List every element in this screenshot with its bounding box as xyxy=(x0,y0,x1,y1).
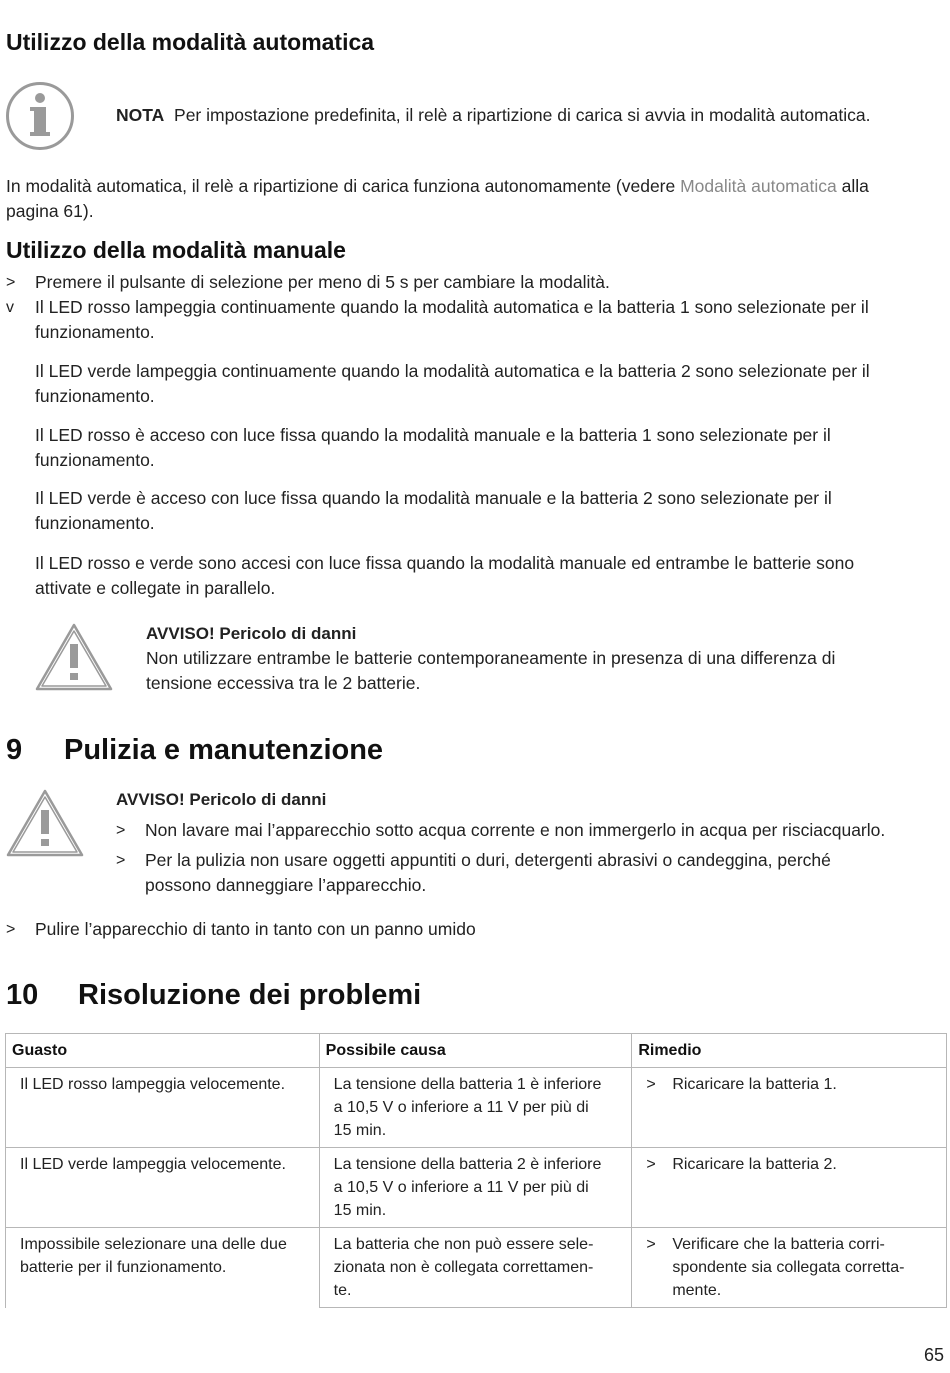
warning-manual xyxy=(146,621,835,696)
warning-manual-line-1: Non utilizzare entrambe le batterie contemporaneamente in presenza di una differenza di xyxy=(146,648,836,668)
remedy-line: mente. xyxy=(672,1282,722,1299)
result-3-line-1: Il LED rosso è acceso con luce fissa quando la modalità manuale e la batteria 1 sono selezionate per il xyxy=(35,425,831,445)
result-5-line-1: Il LED rosso e verde sono accesi con luce fissa quando la modalità manuale ed entrambe le batterie sono xyxy=(35,553,855,573)
result-marker: v xyxy=(6,299,14,316)
result-4-line-1: Il LED verde è acceso con luce fissa quando la modalità manuale e la batteria 2 sono selezionate per il xyxy=(35,488,832,508)
result-4-line-2: funzionamento. xyxy=(35,513,155,533)
result-2-line-1: Il LED verde lampeggia continuamente quando la modalità automatica e la batteria 2 sono selezionate per il xyxy=(35,361,870,381)
remedy-text: Ricaricare la batteria 2. xyxy=(672,1156,837,1173)
fault-cell xyxy=(6,1148,320,1228)
result-1-line-2: funzionamento. xyxy=(35,322,155,342)
warning-manual-title: AVVISO! Pericolo di danni xyxy=(146,624,357,643)
warning-cleaning-title: AVVISO! Pericolo di danni xyxy=(116,790,327,809)
warning-cleaning-item-1-text: Non lavare mai l’apparecchio sotto acqua corrente e non immergerlo in acqua per risciacquarlo. xyxy=(145,820,886,840)
fault-cell xyxy=(6,1228,320,1308)
table-row xyxy=(6,1148,947,1228)
section-9-title: Pulizia e manutenzione xyxy=(64,734,384,766)
cause-line: La tensione della batteria 2 è inferiore xyxy=(333,1156,602,1173)
troubleshooting-table xyxy=(5,1033,947,1308)
heading-section-9 xyxy=(6,734,383,767)
note xyxy=(116,103,870,128)
result-1-line-1: Il LED rosso lampeggia continuamente quando la modalità automatica e la batteria 1 sono selezionate per il xyxy=(35,297,869,317)
remedy-marker: > xyxy=(646,1156,656,1173)
result-5-line-2: attivate e collegate in parallelo. xyxy=(35,578,276,598)
warning-triangle-icon xyxy=(34,622,114,692)
cause-line: zionata non è collegata correttamen- xyxy=(333,1259,594,1276)
cause-cell xyxy=(319,1068,632,1148)
heading-automatic-mode: Utilizzo della modalità automatica xyxy=(6,29,375,55)
auto-mode-text-end: alla xyxy=(836,176,869,196)
auto-mode-link[interactable]: Modalità automatica xyxy=(680,176,837,196)
warning-manual-line-2: tensione eccessiva tra le 2 batterie. xyxy=(146,673,421,693)
cause-line: La tensione della batteria 1 è inferiore xyxy=(333,1076,602,1093)
manual-result-5 xyxy=(35,551,854,601)
remedy-cell xyxy=(632,1228,947,1308)
remedy-text: Ricaricare la batteria 1. xyxy=(672,1076,837,1093)
column-header-cause: Possibile causa xyxy=(319,1034,632,1068)
result-1-text xyxy=(35,295,869,345)
bullet-marker: > xyxy=(116,852,126,869)
remedy-marker: > xyxy=(646,1236,656,1253)
remedy-line: Verificare che la batteria corri- xyxy=(672,1236,885,1253)
auto-mode-text: In modalità automatica, il relè a ripartizione di carica funziona autonomamente (vedere xyxy=(6,176,681,196)
fault-line: Impossibile selezionare una delle due xyxy=(20,1236,287,1253)
warning-cleaning-item-2 xyxy=(116,848,946,898)
warning-cleaning-item-2-text xyxy=(145,848,831,898)
manual-step-text: Premere il pulsante di selezione per meno di 5 s per cambiare la modalità. xyxy=(35,272,610,292)
section-9-number: 9 xyxy=(6,734,23,766)
fault-text: Il LED verde lampeggia velocemente. xyxy=(20,1156,286,1173)
column-header-fault: Guasto xyxy=(6,1034,320,1068)
column-header-remedy: Rimedio xyxy=(632,1034,947,1068)
remedy-line: spondente sia collegata corretta- xyxy=(672,1259,905,1276)
remedy-marker: > xyxy=(646,1076,656,1093)
note-text: Per impostazione predefinita, il relè a ripartizione di carica si avvia in modalità automatica. xyxy=(174,105,871,125)
warning-cleaning-title-wrap xyxy=(116,787,326,812)
auto-mode-page-ref: pagina 61). xyxy=(6,201,94,221)
table-header-row xyxy=(6,1034,947,1068)
result-2-line-2: funzionamento. xyxy=(35,386,155,406)
heading-section-10 xyxy=(6,979,421,1012)
cause-line: te. xyxy=(333,1282,352,1299)
cause-cell xyxy=(319,1148,632,1228)
cause-line: La batteria che non può essere sele- xyxy=(333,1236,594,1253)
heading-manual-mode: Utilizzo della modalità manuale xyxy=(6,237,346,263)
result-3-line-2: funzionamento. xyxy=(35,450,155,470)
manual-result-3 xyxy=(35,423,831,473)
cause-line: a 10,5 V o inferiore a 11 V per più di xyxy=(333,1099,589,1116)
remedy-cell xyxy=(632,1068,947,1148)
fault-text: Il LED rosso lampeggia velocemente. xyxy=(20,1076,286,1093)
auto-mode-paragraph xyxy=(6,174,869,224)
manual-result-2 xyxy=(35,359,870,409)
fault-cell xyxy=(6,1068,320,1148)
warning-cleaning-item-1 xyxy=(116,818,946,843)
cause-line: a 10,5 V o inferiore a 11 V per più di xyxy=(333,1179,589,1196)
table-row xyxy=(6,1068,947,1148)
manual-result-1 xyxy=(6,295,946,345)
section-10-number: 10 xyxy=(6,979,39,1011)
section-10-title: Risoluzione dei problemi xyxy=(78,979,422,1011)
warning-triangle-icon xyxy=(5,788,85,858)
cleaning-step xyxy=(6,917,946,942)
page-number: 65 xyxy=(923,1345,944,1365)
warning-cleaning-item-2-line-2: possono danneggiare l’apparecchio. xyxy=(145,875,427,895)
cause-cell xyxy=(319,1228,632,1308)
warning-cleaning-item-2-line-1: Per la pulizia non usare oggetti appuntiti o duri, detergenti abrasivi o candeggina, perché xyxy=(145,850,831,870)
step-marker: > xyxy=(6,274,16,291)
cleaning-step-text: Pulire l’apparecchio di tanto in tanto con un panno umido xyxy=(35,919,476,939)
step-marker: > xyxy=(6,921,16,938)
cause-line: 15 min. xyxy=(333,1122,387,1139)
fault-line: batterie per il funzionamento. xyxy=(20,1259,227,1276)
manual-result-4 xyxy=(35,486,832,536)
manual-step xyxy=(6,270,946,295)
note-label: NOTA xyxy=(116,105,165,125)
bullet-marker: > xyxy=(116,822,126,839)
table-row xyxy=(6,1228,947,1308)
remedy-cell xyxy=(632,1148,947,1228)
info-icon xyxy=(5,81,75,151)
cause-line: 15 min. xyxy=(333,1202,387,1219)
